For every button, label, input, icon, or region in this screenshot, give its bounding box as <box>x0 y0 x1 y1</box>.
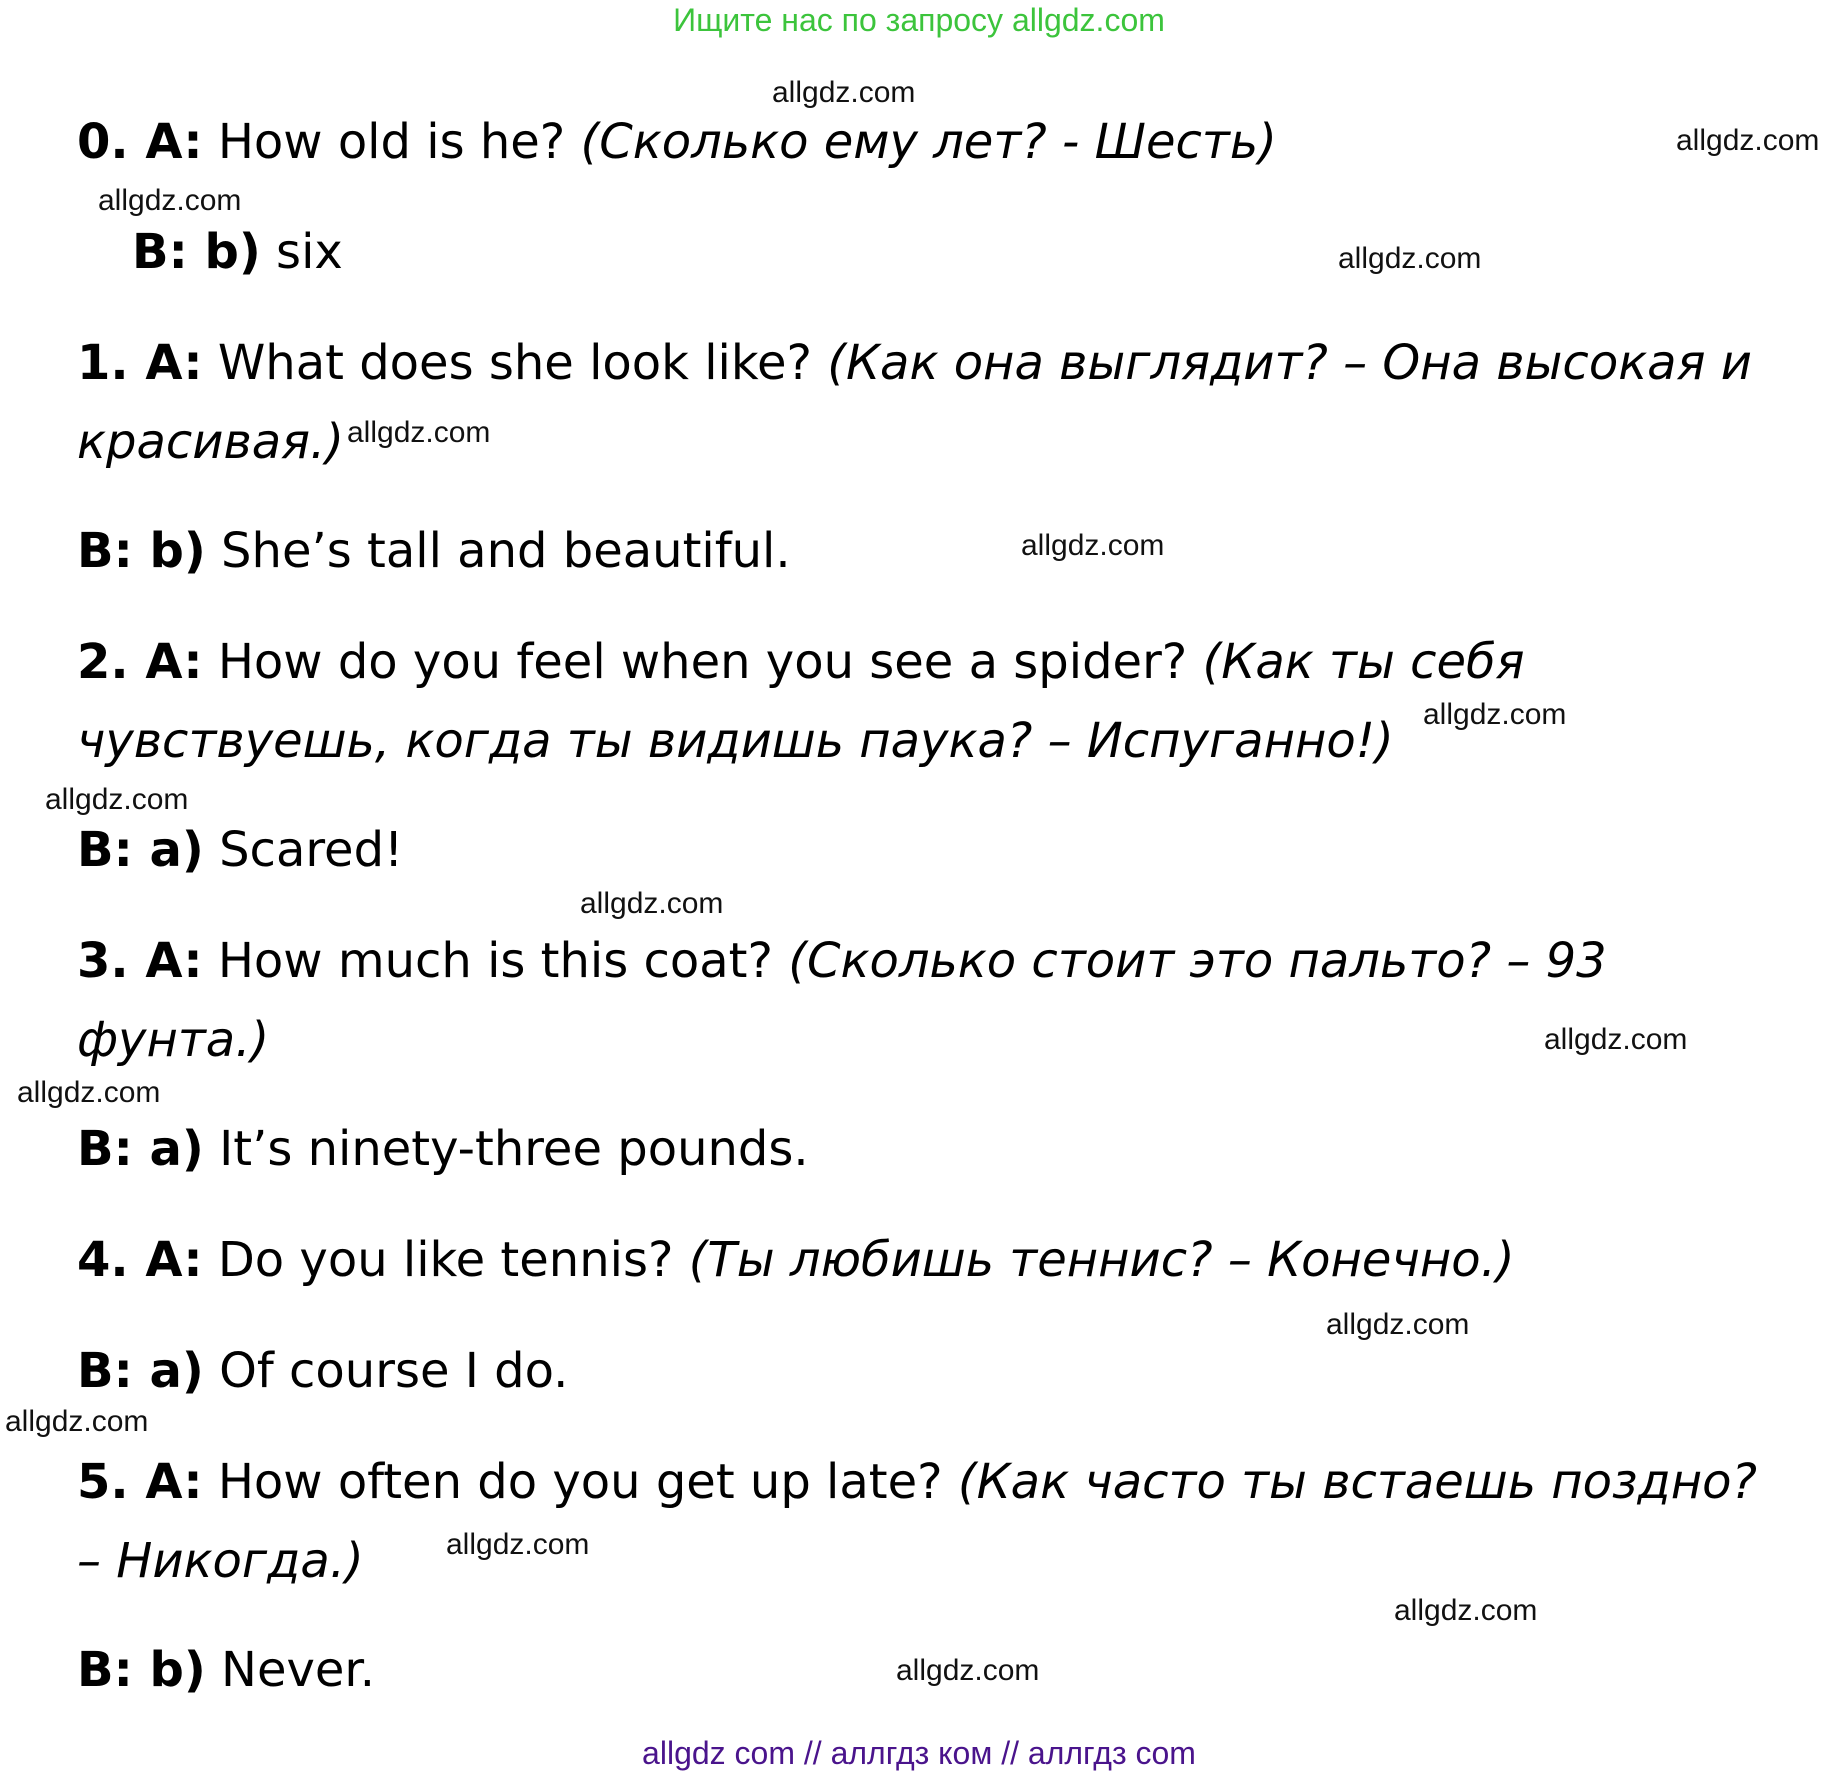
question-translation: (Сколько ему лет? - Шесть) <box>580 114 1277 170</box>
watermark: allgdz.com <box>5 1405 149 1438</box>
answer-2 <box>77 822 404 878</box>
answer-text: She’s tall and beautiful. <box>205 523 791 579</box>
watermark: allgdz.com <box>580 887 724 920</box>
question-prefix: 1. A: <box>77 335 203 391</box>
answer-text: Of course I do. <box>203 1343 569 1399</box>
question-2-translation-cont: чувствуешь, когда ты видишь паука? – Испуганно!) <box>77 713 1394 769</box>
question-text: How much is this coat? <box>202 933 789 989</box>
question-5-translation-cont: – Никогда.) <box>77 1533 364 1589</box>
question-3-translation-cont: фунта.) <box>77 1012 270 1068</box>
answer-3 <box>77 1121 809 1177</box>
question-text: How do you feel when you see a spider? <box>202 634 1203 690</box>
question-5 <box>77 1454 1757 1510</box>
question-text: How often do you get up late? <box>202 1454 958 1510</box>
watermark: allgdz.com <box>772 76 916 109</box>
watermark: allgdz.com <box>1676 124 1820 157</box>
answer-1 <box>77 523 791 579</box>
watermark: allgdz.com <box>896 1654 1040 1687</box>
watermark: allgdz.com <box>17 1076 161 1109</box>
answer-prefix: B: b) <box>77 523 206 579</box>
question-1 <box>77 335 1752 391</box>
question-prefix: 5. A: <box>77 1454 203 1510</box>
answer-text: Scared! <box>203 822 404 878</box>
question-translation: (Как часто ты встаешь поздно? <box>957 1454 1757 1510</box>
footer-banner: allgdz com // аллгдз ком // аллгдз com <box>642 1735 1196 1771</box>
watermark: allgdz.com <box>1021 529 1165 562</box>
watermark: allgdz.com <box>347 416 491 449</box>
watermark: allgdz.com <box>1394 1594 1538 1627</box>
watermark: allgdz.com <box>45 783 189 816</box>
question-2 <box>77 634 1525 690</box>
question-3 <box>77 933 1607 989</box>
answer-prefix: B: a) <box>77 1121 204 1177</box>
answer-5 <box>77 1642 376 1698</box>
answer-text: Never. <box>205 1642 376 1698</box>
question-4 <box>77 1232 1515 1288</box>
question-translation: (Сколько стоит это пальто? – 93 <box>788 933 1607 989</box>
answer-4 <box>77 1343 569 1399</box>
watermark: allgdz.com <box>1338 242 1482 275</box>
answer-prefix: B: b) <box>77 1642 206 1698</box>
answer-prefix: B: a) <box>77 822 204 878</box>
answer-text: six <box>260 224 343 280</box>
watermark: allgdz.com <box>1423 698 1567 731</box>
question-0 <box>77 114 1277 170</box>
answer-0 <box>132 224 343 280</box>
question-prefix: 4. A: <box>77 1232 203 1288</box>
watermark: allgdz.com <box>98 184 242 217</box>
question-prefix: 3. A: <box>77 933 203 989</box>
question-translation: (Ты любишь теннис? – Конечно.) <box>688 1232 1515 1288</box>
question-text: Do you like tennis? <box>202 1232 689 1288</box>
question-prefix: 2. A: <box>77 634 203 690</box>
question-text: What does she look like? <box>202 335 828 391</box>
answer-text: It’s ninety-three pounds. <box>203 1121 809 1177</box>
watermark: allgdz.com <box>446 1528 590 1561</box>
watermark: allgdz.com <box>1544 1023 1688 1056</box>
answer-prefix: B: b) <box>132 224 261 280</box>
question-text: How old is he? <box>202 114 581 170</box>
answer-prefix: B: a) <box>77 1343 204 1399</box>
question-translation: (Как она выглядит? – Она высокая и <box>827 335 1752 391</box>
question-prefix: 0. A: <box>77 114 203 170</box>
question-translation: (Как ты себя <box>1202 634 1525 690</box>
site-banner: Ищите нас по запросу allgdz.com <box>673 2 1165 38</box>
watermark: allgdz.com <box>1326 1308 1470 1341</box>
question-1-translation-cont: красивая.) <box>77 414 345 470</box>
